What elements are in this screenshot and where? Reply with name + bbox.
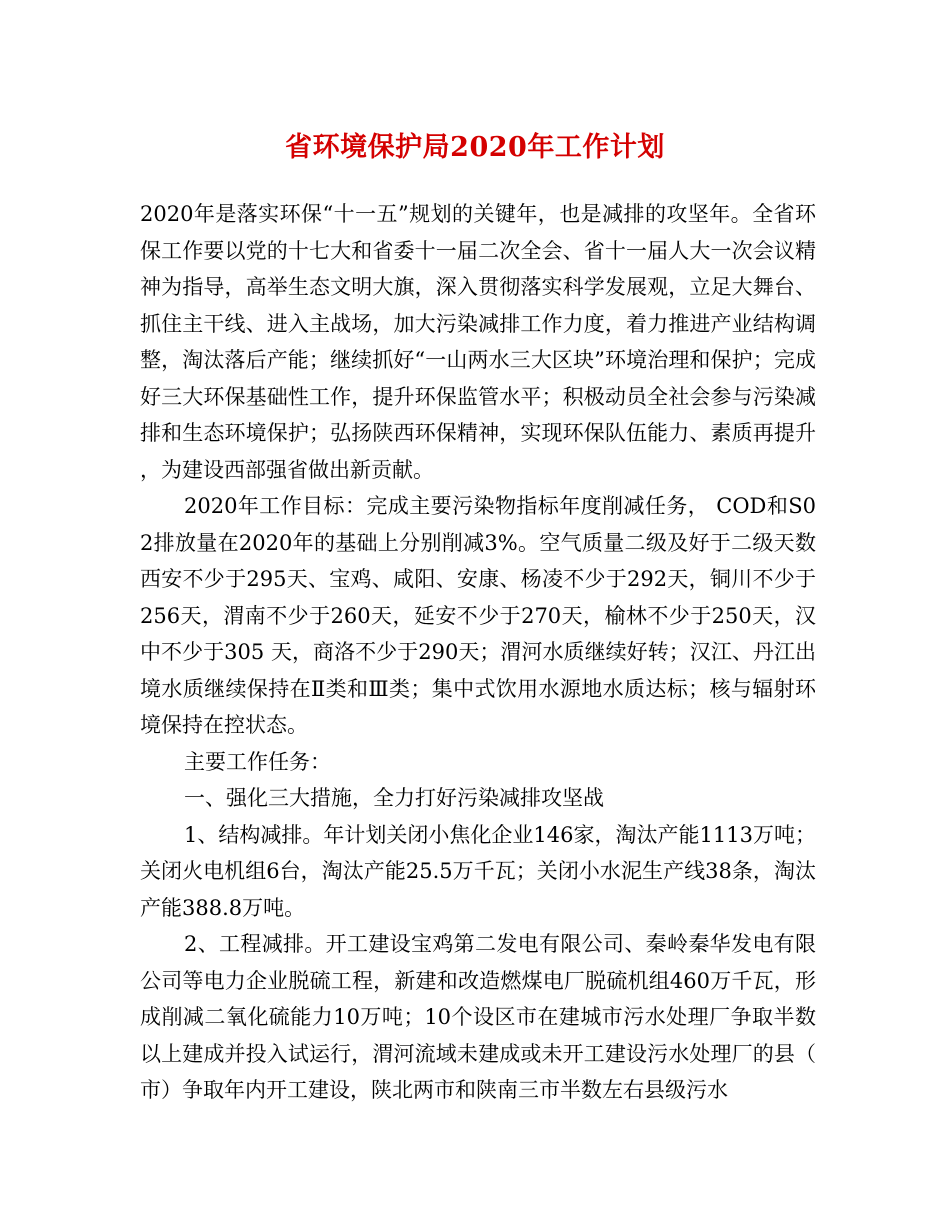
paragraph-section-one: 一、强化三大措施，全力打好污染减排攻坚战 [184,786,604,810]
paragraph-intro: 2020年是落实环保“十一五”规划的关键年，也是减排的攻坚年。全省环保工作要以党的十七大和省委十一届二次全会、省十一届人大一次会议精神为指导，高举生态文明大旗，深入贯彻落实科学发展观，立足大舞台、抓住主干线、进入主战场，加大污染减排工作力度，着力推进产业结构调整，淘汰落后产能；继续抓好“一山两水三大区块”环境治理和保护；完成好三大环保基础性工作，提升环保监管水平；积极动员全社会参与污染减排和生态环境保护；弘扬陕西环保精神，实现环保队伍能力、素质再提升，为建设西部强省做出新贡献。 [140,202,816,482]
paragraph-tasks-heading: 主要工作任务： [184,749,331,774]
paragraph-goals: 2020年工作目标：完成主要污染物指标年度削减任务， COD和S02排放量在2020年的基础上分别削减3%。空气质量二级及好于二级天数西安不少于295天、宝鸡、咸阳、安康、杨凌不少于292天，铜川不少于256天，渭南不少于260天，延安不少于270天，榆林不少于250天，汉中不少于305 天，商洛不少于290天；渭河水质继续好转；汉江、丹江出境水质继续保持在Ⅱ类和Ⅲ类；集中式饮用水源地水质达标；核与辐射环境保持在控状态。 [140,494,816,737]
paragraph-engineering-reduction: 2、工程减排。开工建设宝鸡第二发电有限公司、秦岭秦华发电有限公司等电力企业脱硫工程，新建和改造燃煤电厂脱硫机组460万千瓦，形成削减二氧化硫能力10万吨；10个设区市在建城市污水处理厂争取半数以上建成并投入试运行，渭河流域未建成或未开工建设污水处理厂的县（市）争取年内开工建设，陕北两市和陕南三市半数左右县级污水 [140,932,816,1102]
paragraph-structural-reduction: 1、结构减排。年计划关闭小焦化企业146家，淘汰产能1113万吨；关闭火电机组6台，淘汰产能25.5万千瓦；关闭小水泥生产线38条，淘汰产能388.8万吨。 [140,822,816,920]
document-title: 省环境保护局2020年工作计划 [285,132,665,163]
document-body [140,196,816,1109]
